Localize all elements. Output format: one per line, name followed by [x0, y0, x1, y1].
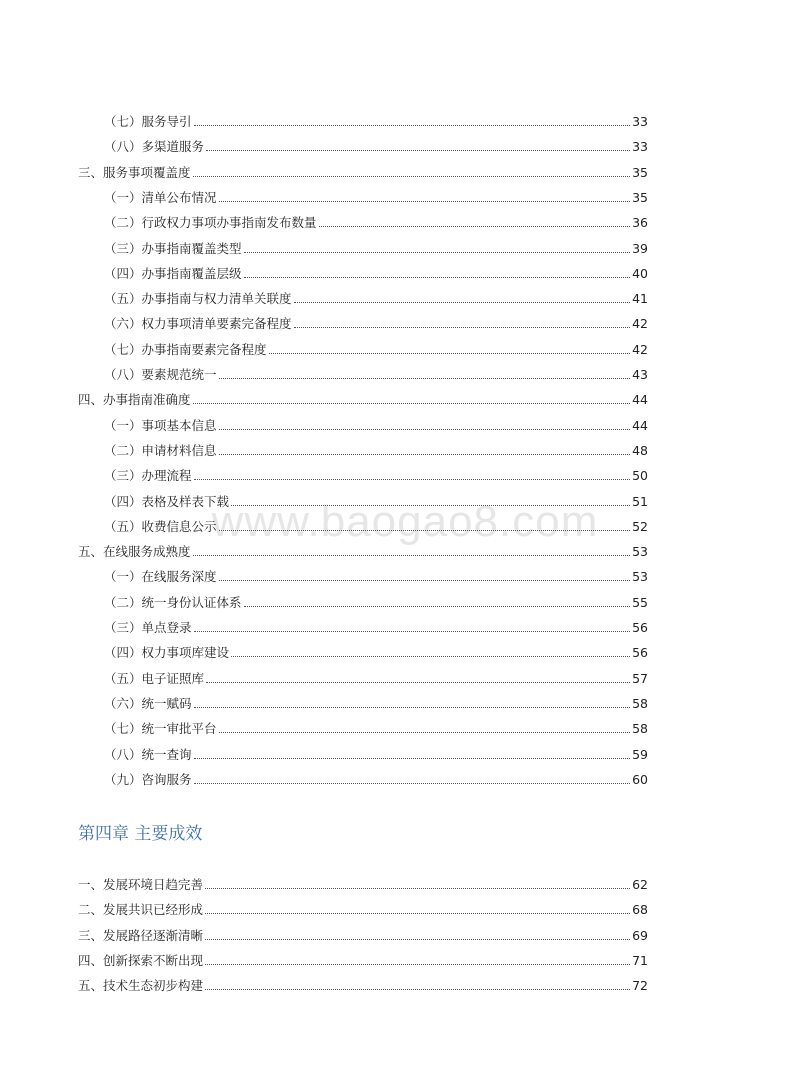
toc-entry-label: （九）咨询服务: [104, 771, 192, 787]
toc-entry-label: （八）统一查询: [104, 746, 192, 762]
toc-entry[interactable]: [78, 901, 648, 919]
toc-entry-label: 三、发展路径逐渐清晰: [78, 927, 204, 943]
toc-entry-label: （八）要素规范统一: [104, 367, 217, 382]
toc-page-number: 39: [632, 240, 648, 256]
toc-page-number: 50: [632, 468, 648, 484]
toc-entry[interactable]: [104, 493, 648, 511]
toc-leader-dots: [219, 731, 631, 733]
toc-entry-label: （二）行政权力事项办事指南发布数量: [104, 215, 317, 231]
toc-leader-dots: [194, 782, 631, 784]
toc-leader-dots: [294, 326, 631, 328]
toc-page-number: 36: [632, 215, 648, 231]
toc-page-number: 58: [632, 721, 648, 737]
toc-page-number: 59: [632, 746, 648, 762]
toc-leader-dots: [205, 912, 630, 914]
toc-page-number: 68: [632, 902, 648, 918]
toc-entry-label: （二）统一身份认证体系: [104, 594, 242, 610]
toc-entry[interactable]: [104, 442, 648, 460]
toc-entry-label: （三）办理流程: [104, 468, 192, 484]
toc-entry-label: （六）统一赋码: [104, 695, 192, 711]
toc-leader-dots: [231, 504, 630, 506]
toc-entry-label: （五）收费信息公示: [104, 518, 217, 534]
toc-leader-dots: [194, 124, 631, 126]
toc-entry-label: 五、在线服务成熟度: [78, 544, 191, 560]
toc-page-number: 35: [632, 164, 648, 180]
toc-entry-label: 四、创新探索不断出现: [78, 952, 204, 968]
toc-leader-dots: [244, 251, 631, 253]
toc-leader-dots: [205, 988, 630, 990]
toc-entry-label: （八）多渠道服务: [104, 139, 205, 155]
watermark-text: www.baogao8.com: [211, 497, 599, 546]
toc-entry[interactable]: [104, 594, 648, 612]
toc-leader-dots: [244, 605, 631, 607]
toc-entry[interactable]: [78, 391, 648, 409]
toc-leader-dots: [219, 200, 631, 202]
toc-entry-label: （七）办事指南要素完备程度: [104, 341, 267, 357]
toc-leader-dots: [194, 757, 631, 759]
toc-entry[interactable]: [78, 876, 648, 894]
toc-leader-dots: [193, 554, 631, 556]
toc-entry-label: （三）单点登录: [104, 620, 192, 635]
toc-page-number: 62: [632, 877, 648, 892]
toc-entry[interactable]: [104, 644, 648, 662]
toc-leader-dots: [205, 887, 630, 889]
toc-entry-label: 四、办事指南准确度: [78, 392, 191, 408]
toc-page-number: 60: [632, 771, 648, 787]
toc-leader-dots: [194, 478, 631, 480]
toc-entry[interactable]: [104, 417, 648, 435]
toc-page-number: 33: [632, 139, 648, 155]
toc-leader-dots: [194, 706, 631, 708]
toc-entry[interactable]: [104, 113, 648, 131]
toc-entry[interactable]: [78, 977, 648, 995]
toc-entry[interactable]: [104, 720, 648, 738]
toc-entry[interactable]: [104, 366, 648, 384]
toc-leader-dots: [194, 630, 631, 632]
toc-leader-dots: [219, 453, 631, 455]
toc-entry-label: （一）事项基本信息: [104, 417, 217, 433]
toc-page-number: 72: [632, 978, 648, 994]
toc-page-number: 56: [632, 645, 648, 661]
chapter-heading: 第四章 主要成效: [78, 824, 203, 844]
toc-page-number: 57: [632, 670, 648, 686]
toc-entry-label: （四）表格及样表下载: [104, 493, 230, 509]
toc-entry[interactable]: [78, 164, 648, 182]
toc-entry[interactable]: [104, 265, 648, 283]
toc-page-number: 48: [632, 442, 648, 458]
toc-leader-dots: [193, 402, 631, 404]
toc-entry-label: （五）电子证照库: [104, 670, 205, 686]
toc-entry-label: （三）办事指南覆盖类型: [104, 240, 242, 256]
toc-entry[interactable]: [104, 568, 648, 586]
toc-page-number: 44: [632, 417, 648, 433]
toc-leader-dots: [193, 175, 631, 177]
toc-leader-dots: [205, 938, 630, 940]
toc-leader-dots: [205, 963, 630, 965]
toc-entry[interactable]: [104, 240, 648, 258]
toc-entry-label: 五、技术生态初步构建: [78, 978, 204, 994]
toc-page-number: 56: [632, 620, 648, 635]
toc-entry[interactable]: [104, 695, 648, 713]
toc-entry-label: 二、发展共识已经形成: [78, 902, 204, 918]
toc-entry-label: （四）办事指南覆盖层级: [104, 265, 242, 281]
toc-entry[interactable]: [104, 290, 648, 308]
toc-entry[interactable]: [78, 543, 648, 561]
toc-page-number: 53: [632, 569, 648, 585]
toc-leader-dots: [231, 655, 630, 657]
toc-page-number: 69: [632, 927, 648, 943]
toc-entry-label: （四）权力事项库建设: [104, 645, 230, 661]
toc-entry[interactable]: [104, 771, 648, 789]
toc-entry[interactable]: [104, 518, 648, 536]
toc-entry[interactable]: [104, 214, 648, 232]
toc-page-number: 35: [632, 189, 648, 205]
toc-entry-label: （七）统一审批平台: [104, 721, 217, 737]
toc-page-number: 43: [632, 367, 648, 382]
toc-page-number: 51: [632, 493, 648, 509]
toc-entry-label: 三、服务事项覆盖度: [78, 164, 191, 180]
toc-entry-label: （二）申请材料信息: [104, 442, 217, 458]
toc-leader-dots: [219, 428, 631, 430]
toc-leader-dots: [219, 579, 631, 581]
toc-entry[interactable]: [104, 746, 648, 764]
toc-entry-label: 一、发展环境日趋完善: [78, 877, 204, 892]
toc-leader-dots: [294, 301, 631, 303]
toc-entry[interactable]: [104, 670, 648, 688]
toc-page-number: 42: [632, 316, 648, 332]
toc-page-number: 44: [632, 392, 648, 408]
toc-page-number: 71: [632, 952, 648, 968]
toc-page-number: 52: [632, 518, 648, 534]
toc-entry[interactable]: [104, 619, 648, 637]
toc-leader-dots: [206, 681, 630, 683]
toc-leader-dots: [269, 352, 631, 354]
toc-page-number: 53: [632, 544, 648, 560]
toc-page-number: 41: [632, 291, 648, 307]
toc-entry[interactable]: [104, 138, 648, 156]
toc-entry[interactable]: [78, 952, 648, 970]
toc-entry[interactable]: [104, 315, 648, 333]
toc-leader-dots: [244, 276, 631, 278]
toc-entry-label: （六）权力事项清单要素完备程度: [104, 316, 292, 332]
toc-leader-dots: [219, 529, 631, 531]
toc-entry[interactable]: [104, 341, 648, 359]
toc-entry[interactable]: [78, 927, 648, 945]
toc-leader-dots: [206, 149, 630, 151]
toc-entry-label: （七）服务导引: [104, 114, 192, 129]
toc-page-number: 42: [632, 341, 648, 357]
toc-page-number: 33: [632, 114, 648, 129]
toc-leader-dots: [319, 225, 631, 227]
toc-page-number: 55: [632, 594, 648, 610]
toc-entry-label: （一）清单公布情况: [104, 189, 217, 205]
toc-entry[interactable]: [104, 467, 648, 485]
toc-page-number: 58: [632, 695, 648, 711]
toc-leader-dots: [219, 377, 631, 379]
toc-entry-label: （一）在线服务深度: [104, 569, 217, 585]
toc-entry-label: （五）办事指南与权力清单关联度: [104, 291, 292, 307]
toc-page-number: 40: [632, 265, 648, 281]
toc-entry[interactable]: [104, 189, 648, 207]
